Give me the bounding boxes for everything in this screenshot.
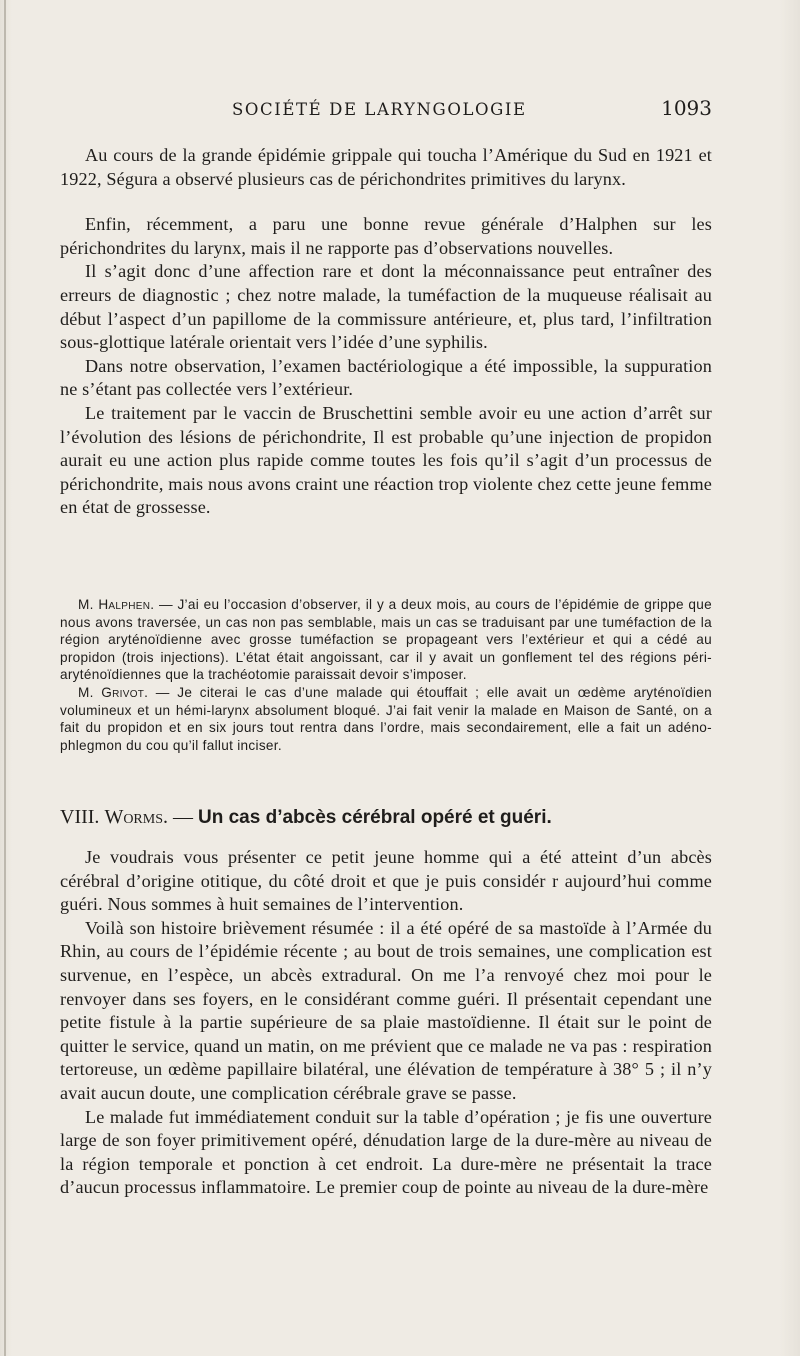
section-dash: — [168,806,198,828]
section-heading [60,806,712,829]
paragraph: Au cours de la grande épidémie grippale qui toucha l’Amérique du Sud en 1921 et 1922, Ségura a observé plusieurs cas de périchondrites primitives du larynx. [60,145,712,189]
paragraph: Le traitement par le vaccin de Bruschettini semble avoir eu une action d’arrêt sur l’évolution des lésions de périchondrite, Il est probable qu’une injection de propidon aurait eu une action plus rapide comme toutes les fois qu’il s’agit d’un processus de périchondrite, mais nous avons craint une réaction trop violente chez cette jeune femme en état de grossesse. [60,402,712,518]
discussion-text: — Je citerai le cas d’une malade qui étouffait ; elle avait un œdème aryténoïdien volumineux et un hémi-larynx absolument bloqué. J’ai fait venir la malade en Maison de Santé, on a fait du propidon et en six jours tout rentra dans l’ordre, mais secondairement, elle a fait un adéno-phlegmon du cou qu’il fallut inciser. [60,684,712,753]
page-header [60,96,710,126]
section-title: Un cas d’abcès cérébral opéré et guéri. [198,807,552,828]
paragraph: Le malade fut immédiatement conduit sur la table d’opération ; je fis une ouverture large de son foyer primitivement opéré, dénudation large de la dure-mère au niveau de la région temporale et ponction à cet endroit. La dure-mère ne présentait la trace d’aucun processus inflammatoire. Le premier coup de pointe au niveau de la dure-mère [60,1106,712,1198]
running-title: SOCIÉTÉ DE LARYNGOLOGIE [232,100,527,119]
speaker-name: M. Grivot. [78,684,149,700]
paragraph: Je voudrais vous présenter ce petit jeune homme qui a été atteint d’un abcès cérébral d’origine otitique, du côté droit et que je puis considér r aujourd’hui comme guéri. Nous sommes à huit semaines de l’intervention. [60,847,712,915]
body-text-top [60,144,712,520]
paragraph: Il s’agit donc d’une affection rare et dont la méconnaissance peut entraîner des erreurs de diagnostic ; chez notre malade, la tuméfaction de la muqueuse réalisait au début l’aspect d’un papillome de la commissure antérieure, et, plus tard, l’infiltration sous-glottique latérale orientait vers l’idée d’une syphilis. [60,261,712,353]
section-number: VIII. [60,806,100,828]
discussion-text: — J’ai eu l’occasion d’observer, il y a deux mois, au cours de l’épidémie de grippe que nous avons traversée, un cas non pas semblable, mais un cas se traduisant par une tuméfaction de la région aryténoïdienne avec grosse tuméfaction se propageant vers l’extérieur et qui a cédé au propidon (trois injections). L’état était angoissant, car il y avait un gonflement tel des régions péri-aryténoïdiennes que la trachéotomie paraissait devoir s’imposer. [60,597,712,683]
page-edge [4,0,6,1356]
page-number: 1093 [661,96,712,120]
paragraph: Dans notre observation, l’examen bactériologique a été impossible, la suppuration ne s’étant pas collectée vers l’extérieur. [60,355,712,400]
section-author: Worms. [104,806,168,828]
speaker-name: M. Halphen. [78,597,155,612]
paragraph: Voilà son histoire brièvement résumée : il a été opéré de sa mastoïde à l’Armée du Rhin, au cours de l’épidémie récente ; au bout de trois semaines, une complication est survenue, en l’espèce, un abcès extradural. On me l’a renvoyé chez moi pour le renvoyer dans ses foyers, en le considérant comme guéri. Il présentait cependant une petite fistule à la partie supérieure de sa plaie mastoïdienne. Il était sur le point de quitter le service, quand un matin, on me prévient que ce malade ne va pas : respiration tertoreuse, un œdème papillaire bilatéral, une élévation de température à 38° 5 ; il n’y avait aucun doute, une complication cérébrale grave se passe. [60,917,712,1103]
paragraph: Enfin, récemment, a paru une bonne revue générale d’Halphen sur les périchondrites du larynx, mais il ne rapporte pas d’observations nouvelles. [60,214,712,258]
body-text-bottom [60,846,712,1200]
discussion-block [60,596,712,754]
discussion-entry [60,596,712,684]
discussion-entry [60,684,712,754]
